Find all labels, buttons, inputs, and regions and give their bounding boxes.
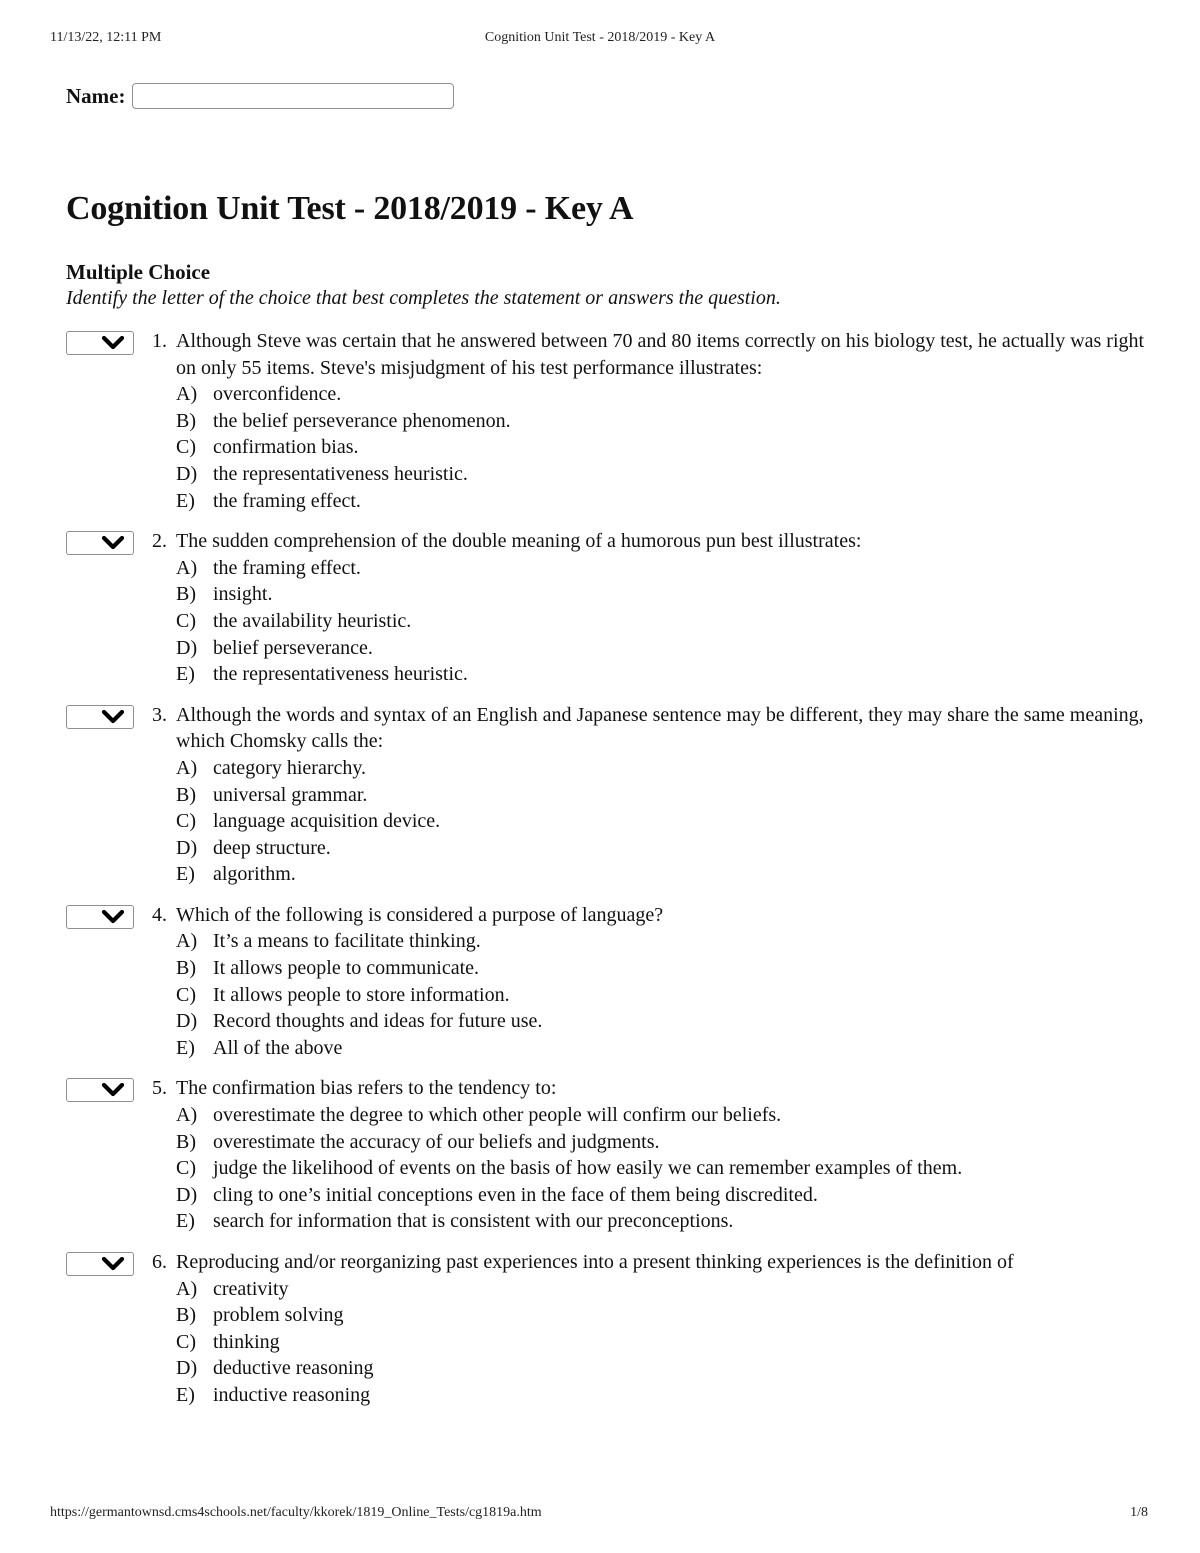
choice-text: category hierarchy. [213, 756, 367, 779]
choice-text: overconfidence. [213, 383, 342, 406]
choice-letter: C) [176, 1157, 196, 1180]
choice-text: universal grammar. [213, 783, 368, 806]
choice-letter: D) [176, 1357, 198, 1380]
choice-text: cling to one’s initial conceptions even in the face of them being discredited. [213, 1183, 818, 1206]
answer-choice [176, 661, 1146, 688]
chevron-down-icon [101, 910, 125, 924]
answer-choice [176, 1182, 1146, 1209]
answer-choice [176, 1329, 1146, 1356]
question-item [66, 1075, 1146, 1235]
answer-choice [176, 461, 1146, 488]
question-text: Although the words and syntax of an English and Japanese sentence may be different, they may share the same meaning, which Chomsky calls the: [176, 703, 1144, 753]
answer-choice [176, 1208, 1146, 1235]
answer-choice [176, 861, 1146, 888]
question-text: The sudden comprehension of the double meaning of a humorous pun best illustrates: [176, 530, 862, 553]
choice-letter: A) [176, 756, 198, 779]
choice-letter: E) [176, 1036, 195, 1059]
answer-choice [176, 608, 1146, 635]
question-item [66, 902, 1146, 1062]
answer-select[interactable] [66, 905, 134, 929]
choice-letter: E) [176, 663, 195, 686]
choice-letter: A) [176, 930, 198, 953]
question-number: 4. [152, 903, 167, 926]
answer-choice [176, 808, 1146, 835]
answer-select[interactable] [66, 531, 134, 555]
choice-letter: B) [176, 409, 196, 432]
choice-text: overestimate the degree to which other people will confirm our beliefs. [213, 1104, 782, 1127]
chevron-down-icon [101, 536, 125, 550]
choice-text: algorithm. [213, 863, 296, 886]
answer-choice [176, 381, 1146, 408]
choice-text: the representativeness heuristic. [213, 462, 468, 485]
choice-text: It allows people to store information. [213, 983, 510, 1006]
choice-text: It’s a means to facilitate thinking. [213, 930, 481, 953]
choice-text: the framing effect. [213, 489, 361, 512]
choice-text: deep structure. [213, 836, 331, 859]
choice-text: All of the above [213, 1036, 343, 1059]
choice-text: deductive reasoning [213, 1357, 374, 1380]
choice-letter: B) [176, 957, 196, 980]
answer-choice [176, 1382, 1146, 1409]
choice-letter: B) [176, 1304, 196, 1327]
answer-choice [176, 1155, 1146, 1182]
section-title: Multiple Choice [66, 260, 211, 284]
choice-letter: C) [176, 1330, 196, 1353]
choice-text: thinking [213, 1330, 280, 1353]
question-number: 6. [152, 1251, 167, 1273]
choice-letter: D) [176, 1010, 198, 1033]
choice-letter: D) [176, 836, 198, 859]
choice-letter: C) [176, 609, 196, 632]
answer-select[interactable] [66, 331, 134, 355]
name-row [66, 83, 454, 109]
choice-text: confirmation bias. [213, 436, 359, 459]
choice-text: creativity [213, 1277, 289, 1300]
chevron-down-icon [101, 710, 125, 724]
answer-choice [176, 1302, 1146, 1329]
choice-letter: E) [176, 1210, 195, 1233]
answer-choice [176, 488, 1146, 515]
chevron-down-icon [101, 1257, 125, 1271]
answer-choice [176, 1102, 1146, 1129]
answer-select[interactable] [66, 1078, 134, 1102]
choice-letter: C) [176, 436, 196, 459]
choice-text: the framing effect. [213, 556, 361, 579]
section-instructions: Identify the letter of the choice that best completes the statement or answers the question. [66, 287, 781, 309]
choice-text: insight. [213, 583, 273, 606]
name-label: Name: [66, 83, 126, 108]
print-date: 11/13/22, 12:11 PM [50, 30, 162, 45]
name-input[interactable] [132, 83, 454, 109]
answer-choice [176, 434, 1146, 461]
answer-choice [176, 555, 1146, 582]
choice-text: judge the likelihood of events on the basis of how easily we can remember examples of them. [213, 1157, 963, 1180]
choice-text: the representativeness heuristic. [213, 663, 468, 686]
question-text: Which of the following is considered a purpose of language? [176, 903, 664, 926]
question-number: 5. [152, 1077, 167, 1100]
choice-letter: C) [176, 810, 196, 833]
choice-letter: E) [176, 1383, 195, 1406]
choice-letter: D) [176, 1183, 198, 1206]
answer-choice [176, 1035, 1146, 1062]
answer-select[interactable] [66, 1252, 134, 1276]
answer-choice [176, 408, 1146, 435]
choice-text: problem solving [213, 1304, 344, 1327]
answer-choice [176, 1129, 1146, 1156]
chevron-down-icon [101, 336, 125, 350]
choice-text: the belief perseverance phenomenon. [213, 409, 511, 432]
page-title: Cognition Unit Test - 2018/2019 - Key A [66, 190, 634, 227]
answer-choice [176, 928, 1146, 955]
question-number: 1. [152, 330, 167, 352]
answer-choice [176, 1276, 1146, 1303]
question-number: 2. [152, 530, 167, 553]
choice-letter: A) [176, 1104, 198, 1127]
answer-choice [176, 955, 1146, 982]
choice-text: inductive reasoning [213, 1383, 371, 1406]
choice-text: the availability heuristic. [213, 609, 412, 632]
question-item [66, 702, 1146, 888]
question-item [66, 1249, 1146, 1409]
print-url: https://germantownsd.cms4schools.net/faculty/kkorek/1819_Online_Tests/cg1819a.htm [50, 1505, 542, 1520]
answer-choice [176, 1008, 1146, 1035]
choice-letter: B) [176, 583, 196, 606]
choice-text: Record thoughts and ideas for future use. [213, 1010, 543, 1033]
question-number: 3. [152, 703, 167, 726]
choice-letter: D) [176, 462, 198, 485]
choice-letter: A) [176, 556, 198, 579]
choice-letter: A) [176, 1277, 198, 1300]
question-text: The confirmation bias refers to the tendency to: [176, 1077, 557, 1100]
answer-choice [176, 755, 1146, 782]
choice-text: It allows people to communicate. [213, 957, 480, 980]
choice-letter: E) [176, 489, 195, 512]
choice-letter: D) [176, 636, 198, 659]
answer-choice [176, 782, 1146, 809]
question-item [66, 328, 1146, 514]
answer-choice [176, 635, 1146, 662]
answer-choice [176, 835, 1146, 862]
answer-choice [176, 982, 1146, 1009]
choice-letter: B) [176, 783, 196, 806]
choice-letter: C) [176, 983, 196, 1006]
choice-letter: E) [176, 863, 195, 886]
choice-text: belief perseverance. [213, 636, 373, 659]
choice-text: language acquisition device. [213, 810, 441, 833]
print-document-title: Cognition Unit Test - 2018/2019 - Key A [484, 30, 716, 45]
choice-letter: B) [176, 1130, 196, 1153]
answer-select[interactable] [66, 705, 134, 729]
print-page-number: 1/8 [1130, 1505, 1148, 1520]
chevron-down-icon [101, 1083, 125, 1097]
question-item [66, 528, 1146, 688]
question-text: Although Steve was certain that he answered between 70 and 80 items correctly on his biology test, he actually was right on only 55 items. Steve's misjudgment of his test performance illustrates: [176, 330, 1145, 379]
answer-choice [176, 1355, 1146, 1382]
question-list [66, 328, 1146, 1423]
choice-text: search for information that is consistent with our preconceptions. [213, 1210, 734, 1233]
choice-letter: A) [176, 383, 198, 406]
choice-text: overestimate the accuracy of our beliefs and judgments. [213, 1130, 660, 1153]
answer-choice [176, 581, 1146, 608]
question-text: Reproducing and/or reorganizing past experiences into a present thinking experiences is the definition of [176, 1251, 1014, 1273]
